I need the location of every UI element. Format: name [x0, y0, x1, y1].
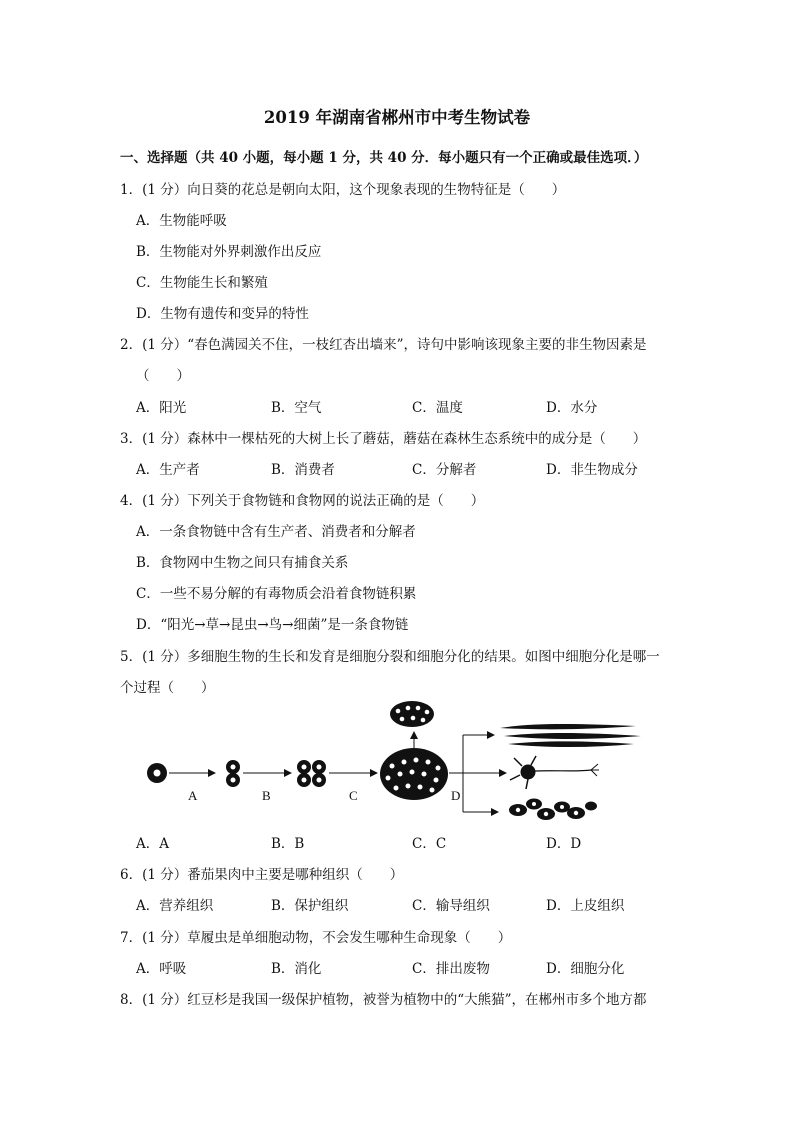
q1-option-d[interactable]: D．生物有遗传和变异的特性 — [136, 306, 309, 322]
four-cells-icon — [297, 760, 326, 787]
cell-differentiation-figure — [136, 700, 696, 825]
q6-option-b[interactable]: B．保护组织 — [271, 898, 349, 914]
cell-diagram — [136, 700, 696, 825]
q6-option-a[interactable]: A．营养组织 — [136, 898, 214, 914]
q7-option-d[interactable]: D．细胞分化 — [546, 961, 625, 977]
single-cell-icon — [147, 763, 167, 783]
two-cells-icon — [226, 760, 240, 787]
question-5-stem-cont: 个过程（ ） — [120, 680, 215, 696]
q4-option-d[interactable]: D．“阳光→草→昆虫→鸟→细菌”是一条食物链 — [136, 617, 409, 633]
q7-option-a[interactable]: A．呼吸 — [136, 961, 187, 977]
q4-option-b[interactable]: B．食物网中生物之间只有捕食关系 — [136, 555, 349, 571]
q1-option-b[interactable]: B．生物能对外界刺激作出反应 — [136, 244, 322, 260]
q6-option-d[interactable]: D．上皮组织 — [546, 898, 625, 914]
q1-option-c[interactable]: C．生物能生长和繁殖 — [136, 275, 268, 291]
question-5-stem: 5．(1 分）多细胞生物的生长和发育是细胞分裂和细胞分化的结果。如图中细胞分化是哪一 — [120, 649, 660, 665]
question-4-stem: 4．(1 分）下列关于食物链和食物网的说法正确的是（ ） — [120, 493, 485, 509]
page-title: 2019 年湖南省郴州市中考生物试卷 — [263, 108, 531, 127]
q4-option-a[interactable]: A．一条食物链中含有生产者、消费者和分解者 — [136, 524, 416, 540]
q7-option-c[interactable]: C．排出废物 — [412, 961, 490, 977]
question-3-stem: 3．(1 分）森林中一棵枯死的大树上长了蘑菇，蘑菇在森林生态系统中的成分是（ ） — [120, 431, 647, 447]
muscle-tissue-icon — [500, 724, 641, 747]
q3-option-d[interactable]: D．非生物成分 — [546, 462, 638, 478]
q3-option-c[interactable]: C．分解者 — [412, 462, 477, 478]
q1-option-a[interactable]: A．生物能呼吸 — [136, 213, 227, 229]
q3-option-b[interactable]: B．消费者 — [271, 462, 335, 478]
q2-option-d[interactable]: D．水分 — [546, 400, 598, 416]
question-2-stem-cont: （ ） — [136, 368, 190, 384]
question-6-stem: 6．(1 分）番茄果肉中主要是哪种组织（ ） — [120, 867, 404, 883]
top-cell-cluster-icon — [390, 701, 434, 727]
label-b: B — [262, 788, 271, 803]
q2-option-b[interactable]: B．空气 — [271, 400, 322, 416]
label-c: C — [349, 788, 358, 803]
question-1-stem: 1．(1 分）向日葵的花总是朝向太阳，这个现象表现的生物特征是（ ） — [120, 182, 566, 198]
label-a: A — [188, 788, 198, 803]
question-7-stem: 7．(1 分）草履虫是单细胞动物，不会发生哪种生命现象（ ） — [120, 930, 512, 946]
nerve-cell-icon — [510, 756, 599, 789]
q2-option-a[interactable]: A．阳光 — [136, 400, 187, 416]
q7-option-b[interactable]: B．消化 — [271, 961, 322, 977]
q5-option-b[interactable]: B．B — [271, 836, 305, 852]
section-heading: 一、选择题（共 40 小题，每小题 1 分，共 40 分．每小题只有一个正确或最佳选项．） — [120, 150, 648, 166]
blood-cells-icon — [509, 799, 597, 821]
q6-option-c[interactable]: C．输导组织 — [412, 898, 490, 914]
q2-option-c[interactable]: C．温度 — [412, 400, 463, 416]
cell-cluster-icon — [380, 748, 448, 800]
q5-option-c[interactable]: C．C — [412, 836, 447, 852]
q5-option-d[interactable]: D．D — [546, 836, 582, 852]
q5-option-a[interactable]: A．A — [136, 836, 169, 852]
label-d: D — [451, 788, 461, 803]
q4-option-c[interactable]: C．一些不易分解的有毒物质会沿着食物链积累 — [136, 586, 417, 602]
q3-option-a[interactable]: A．生产者 — [136, 462, 200, 478]
question-2-stem: 2．(1 分）“春色满园关不住，一枝红杏出墙来”，诗句中影响该现象主要的非生物因素是 — [120, 337, 647, 353]
question-8-stem: 8．(1 分）红豆杉是我国一级保护植物，被誉为植物中的“大熊猫”，在郴州市多个地方都 — [120, 992, 647, 1008]
